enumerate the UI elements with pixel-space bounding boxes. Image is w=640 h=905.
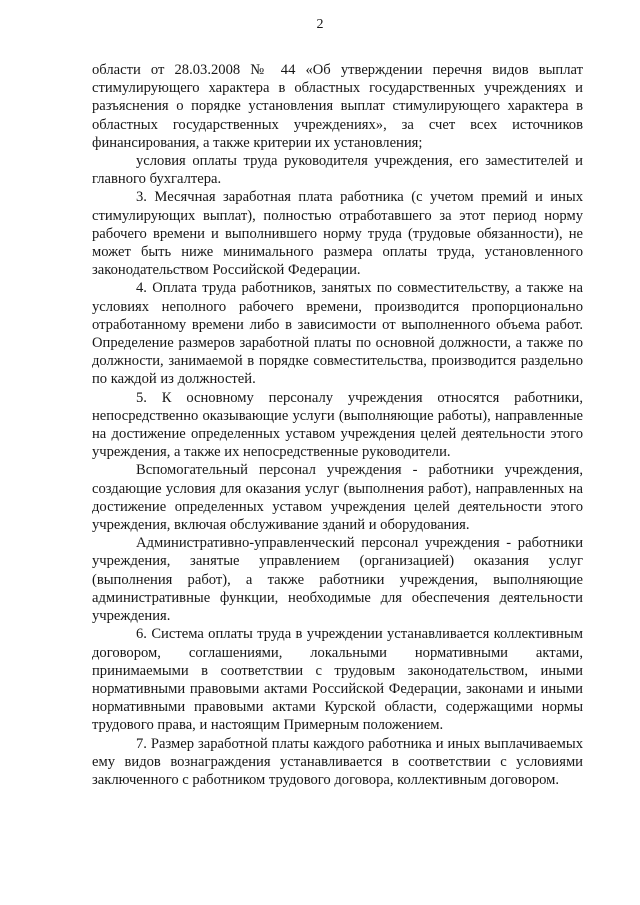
paragraph-head-pay-conditions: условия оплаты труда руководителя учреждения, его заместителей и главного бухгалтера. [92,153,583,188]
paragraph-continuation: области от 28.03.2008 № 44 «Об утверждении перечня видов выплат стимулирующего характера в областных государственных учреждениях и разъяснения о порядке установления выплат стимулирующего характера в областных государственных учреждениях», за счет всех источников финансирования, а также критерии их установления; [92,62,583,151]
paragraph-section-4: 4. Оплата труда работников, занятых по совместительству, а также на условиях неполного рабочего времени, производится пропорционально отработанному времени либо в зависимости от выполненного объема работ. Определение размеров заработной платы по основной должности, а также по должности, занимаемой в порядке совместительства, производится раздельно по каждой из должностей. [92,280,583,388]
paragraph-section-5: 5. К основному персоналу учреждения относятся работники, непосредственно оказывающие услуги (выполняющие работы), направленные на достижение определенных уставом учреждения целей деятельности этого учреждения, а также их непосредственные руководители. [92,389,583,461]
paragraph-section-6: 6. Система оплаты труда в учреждении устанавливается коллективным договором, соглашениями, локальными нормативными актами, принимаемыми в соответствии с трудовым законодательством, иными нормативными правовыми актами Российской Федерации, законами и иными нормативными правовыми актами Курской области, содержащими нормы трудового права, и настоящим Примерным положением. [92,626,583,734]
paragraph-admin-staff: Административно-управленческий персонал учреждения - работники учреждения, занятые управлением (организацией) оказания услуг (выполнения работ), а также работники учреждения, выполняющие административные функции, необходимые для обеспечения деятельности учреждения. [92,535,583,625]
document-body [92,61,583,789]
paragraph-section-7: 7. Размер заработной платы каждого работника и иных выплачиваемых ему видов вознаграждения устанавливается в соответствии с условиями заключенного с работником трудового договора, коллективным договором. [92,735,583,788]
paragraph-support-staff: Вспомогательный персонал учреждения - работники учреждения, создающие условия для оказания услуг (выполнения работ), направленных на достижение определенных уставом учреждения целей деятельности этого учреждения, включая обслуживание зданий и оборудования. [92,462,583,534]
paragraph-section-3: 3. Месячная заработная плата работника (с учетом премий и иных стимулирующих выплат), полностью отработавшего за этот период норму рабочего времени и выполнившего норму труда (трудовые обязанности), не может быть ниже минимального размера оплаты труда, установленного законодательством Российской Федерации. [92,189,583,279]
page-number: 2 [316,17,324,32]
